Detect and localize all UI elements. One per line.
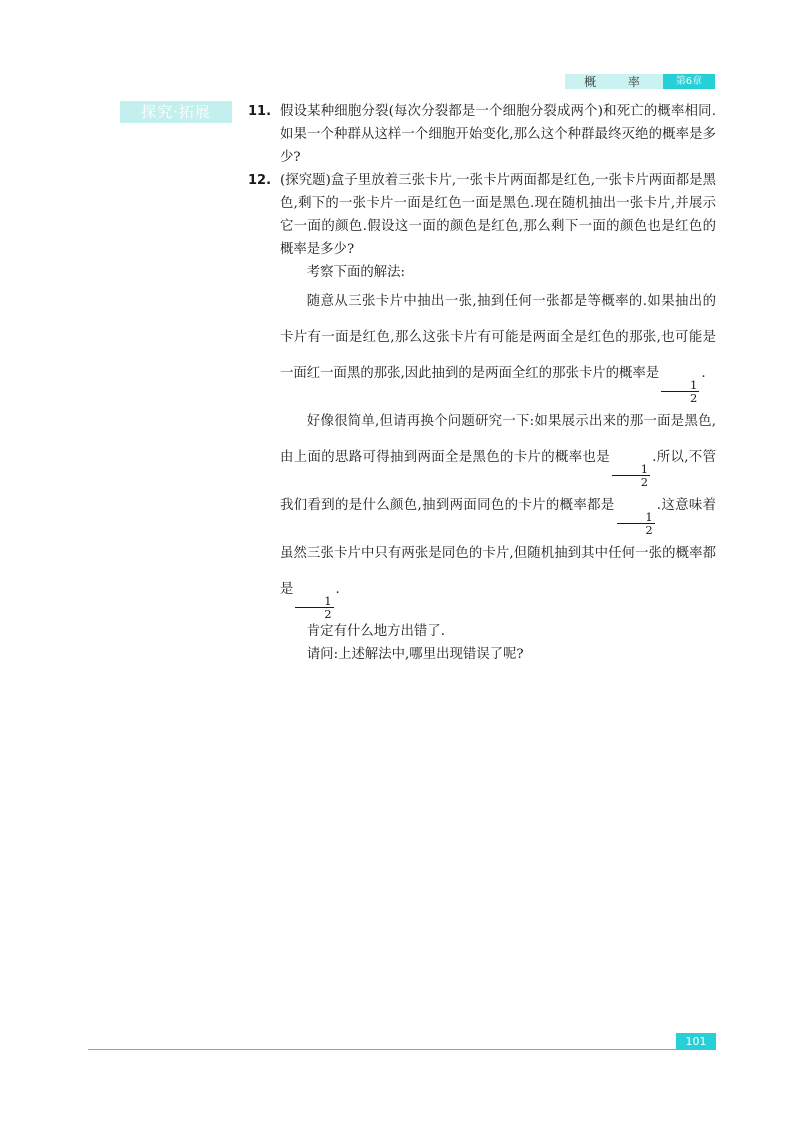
footer-rule — [88, 1049, 716, 1050]
fraction-numerator: 1 — [324, 594, 332, 608]
page-content — [248, 100, 716, 666]
header-title: 概 率 — [584, 75, 654, 89]
question-line: 请问:上述解法中,哪里出现错误了呢? — [306, 647, 524, 662]
fraction-denominator: 2 — [324, 607, 332, 621]
examine-line: 考察下面的解法: — [306, 265, 406, 280]
page-number: 101 — [676, 1033, 716, 1050]
problem-12 — [248, 169, 716, 261]
problem-text: 假设某种细胞分裂(每次分裂都是一个细胞分裂成两个)和死亡的概率相同.如果一个种群从这样一个细胞开始变化,那么这个种群最终灭绝的概率是多少? — [280, 104, 716, 165]
header-chapter-badge: 第6章 — [663, 74, 715, 89]
problem-number: 12. — [248, 173, 272, 188]
solution-text: . — [335, 582, 340, 597]
solution-text: . — [701, 366, 706, 381]
running-header — [565, 74, 715, 89]
problem-11 — [248, 100, 716, 169]
fraction-one-half — [295, 595, 333, 620]
fraction-numerator: 1 — [640, 462, 649, 476]
problem-12-discussion — [248, 261, 716, 666]
fraction-one-half — [661, 379, 699, 404]
fraction-numerator: 1 — [690, 378, 698, 392]
solution-paragraph-2 — [280, 404, 716, 620]
section-tag: 探究·拓展 — [120, 101, 232, 123]
solution-text: .这意味着虽然三张卡片中只有两张是同色的卡片,但随机抽到其中任何一张的概率都是 — [280, 498, 716, 597]
solution-text: 好像很简单,但请再换个问题研究一下:如果展示出来的那一面是黑色,由上面的思路可得抽到两面全是黑色的卡片的概率也是 — [280, 414, 716, 465]
fraction-one-half — [617, 511, 655, 536]
fraction-numerator: 1 — [645, 510, 653, 524]
solution-paragraph-1 — [280, 284, 716, 404]
solution-text: 随意从三张卡片中抽出一张,抽到任何一张都是等概率的.如果抽出的卡片有一面是红色,那么这张卡片有可能是两面全是红色的那张,也可能是一面红一面黑的那张,因此抽到的是两面全红的那张卡片的概率是 — [280, 294, 716, 381]
fraction-denominator: 2 — [645, 523, 653, 537]
fraction-denominator: 2 — [640, 475, 649, 489]
solution-text: .所以,不管我们看到的是什么颜色,抽到两面同色的卡片的概率都是 — [280, 450, 716, 513]
problem-text: (探究题)盒子里放着三张卡片,一张卡片两面都是红色,一张卡片两面都是黑色,剩下的一张卡片一面是红色一面是黑色.现在随机抽出一张卡片,并展示它一面的颜色.假设这一面的颜色是红色,那么剩下一面的颜色也是红色的概率是多少? — [280, 173, 716, 257]
fraction-denominator: 2 — [690, 391, 698, 405]
fraction-one-half — [612, 463, 650, 488]
problem-number: 11. — [248, 104, 272, 119]
conclusion-line: 肯定有什么地方出错了. — [306, 624, 445, 639]
